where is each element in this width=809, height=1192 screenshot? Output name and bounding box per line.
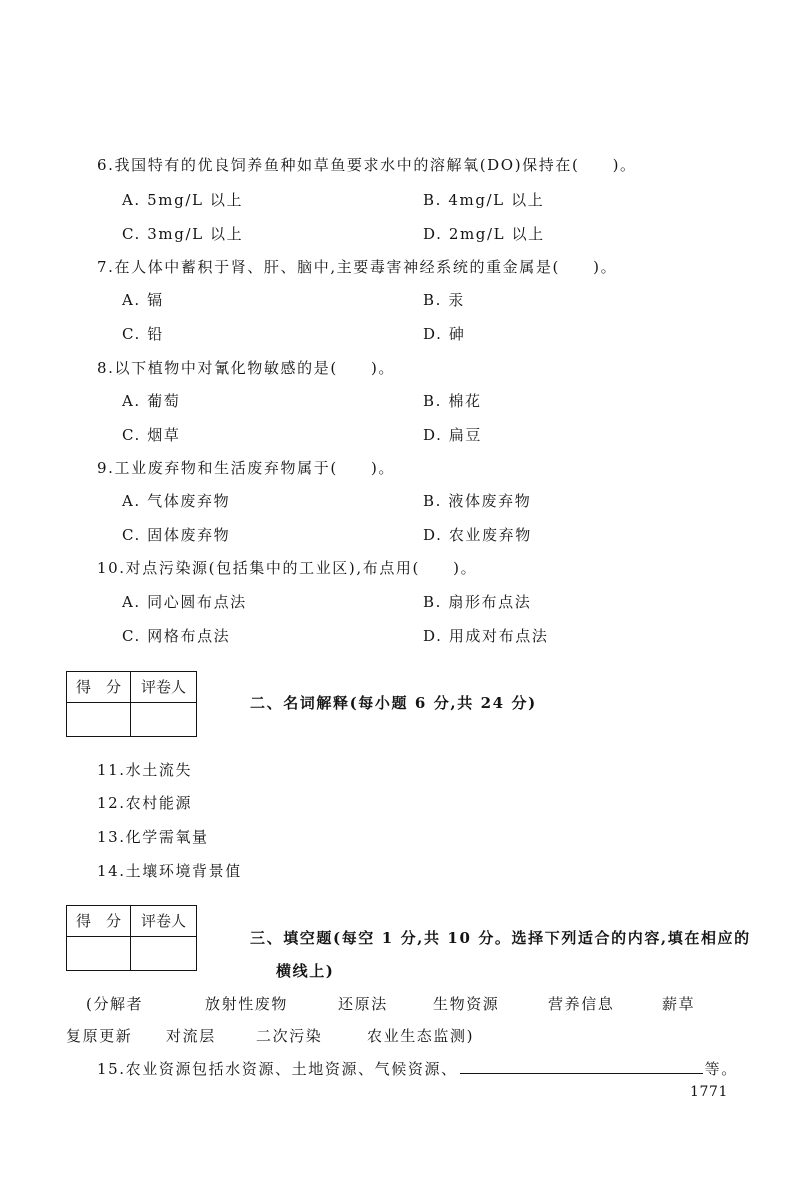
word-bank-item: 复原更新 xyxy=(66,1027,133,1045)
word-bank-item: 农业生态监测) xyxy=(367,1027,475,1045)
section-3-score-box xyxy=(66,905,197,971)
answer-blank-line xyxy=(460,1058,703,1074)
question-9-option-d: D. 农业废弃物 xyxy=(423,526,532,544)
term-item-12: 12.农村能源 xyxy=(97,794,193,812)
question-7-option-b: B. 汞 xyxy=(423,291,465,309)
word-bank-item: 二次污染 xyxy=(256,1027,323,1045)
score-cell xyxy=(67,703,131,736)
score-label: 得 分 xyxy=(67,906,131,937)
question-10-option-a: A. 同心圆布点法 xyxy=(122,593,247,611)
question-8-option-d: D. 扁豆 xyxy=(423,426,483,444)
question-8-option-b: B. 棉花 xyxy=(423,392,482,410)
grader-label: 评卷人 xyxy=(131,672,196,703)
term-item-13: 13.化学需氧量 xyxy=(97,828,209,846)
question-6-option-b: B. 4mg/L 以上 xyxy=(423,191,545,209)
question-10-option-b: B. 扇形布点法 xyxy=(423,593,532,611)
word-bank-item: (分解者 xyxy=(86,995,144,1013)
score-label: 得 分 xyxy=(67,672,131,703)
question-10-option-d: D. 用成对布点法 xyxy=(423,627,549,645)
question-7-stem: 7.在人体中蓄积于肾、肝、脑中,主要毒害神经系统的重金属是( )。 xyxy=(97,258,618,276)
question-15 xyxy=(97,1058,738,1079)
grader-cell xyxy=(131,937,196,970)
term-item-14: 14.土壤环境背景值 xyxy=(97,862,242,880)
question-6-option-a: A. 5mg/L 以上 xyxy=(122,191,244,209)
word-bank-item: 对流层 xyxy=(166,1027,216,1045)
question-10-option-c: C. 网格布点法 xyxy=(122,627,231,645)
grader-label: 评卷人 xyxy=(131,906,196,937)
question-6-stem: 6.我国特有的优良饲养鱼种如草鱼要求水中的溶解氧(DO)保持在( )。 xyxy=(97,156,637,174)
word-bank-item: 放射性废物 xyxy=(205,995,289,1013)
word-bank-item: 还原法 xyxy=(338,995,388,1013)
question-9-option-c: C. 固体废弃物 xyxy=(122,526,231,544)
word-bank-item: 生物资源 xyxy=(433,995,500,1013)
term-item-11: 11.水土流失 xyxy=(97,761,193,779)
question-6-option-d: D. 2mg/L 以上 xyxy=(423,225,545,243)
question-7-option-a: A. 镉 xyxy=(122,291,164,309)
page-number: 1771 xyxy=(690,1084,729,1100)
section-3-title: 三、填空题(每空 1 分,共 10 分。选择下列适合的内容,填在相应的 xyxy=(250,929,751,947)
question-8-stem: 8.以下植物中对氰化物敏感的是( )。 xyxy=(97,359,396,377)
question-9-option-b: B. 液体废弃物 xyxy=(423,492,532,510)
section-3-title-continued: 横线上) xyxy=(276,962,335,980)
grader-cell xyxy=(131,703,196,736)
question-8-option-c: C. 烟草 xyxy=(122,426,181,444)
question-8-option-a: A. 葡萄 xyxy=(122,392,181,410)
question-10-stem: 10.对点污染源(包括集中的工业区),布点用( )。 xyxy=(97,559,478,577)
section-2-title: 二、名词解释(每小题 6 分,共 24 分) xyxy=(250,694,537,712)
score-cell xyxy=(67,937,131,970)
question-7-option-d: D. 砷 xyxy=(423,325,466,343)
question-9-stem: 9.工业废弃物和生活废弃物属于( )。 xyxy=(97,459,396,477)
question-9-option-a: A. 气体废弃物 xyxy=(122,492,231,510)
word-bank-item: 营养信息 xyxy=(548,995,615,1013)
section-2-score-box xyxy=(66,671,197,737)
question-15-text: 15.农业资源包括水资源、土地资源、气候资源、 xyxy=(97,1060,458,1078)
question-15-suffix: 等。 xyxy=(704,1060,738,1078)
word-bank-item: 薪草 xyxy=(662,995,696,1013)
question-6-option-c: C. 3mg/L 以上 xyxy=(122,225,244,243)
question-7-option-c: C. 铅 xyxy=(122,325,164,343)
